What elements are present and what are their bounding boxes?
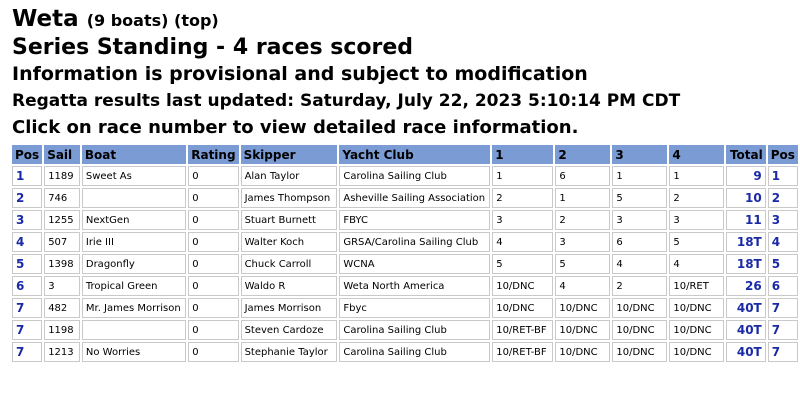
boat-cell bbox=[82, 188, 186, 208]
rating-cell: 0 bbox=[188, 210, 238, 230]
table-row bbox=[12, 298, 798, 318]
boat-cell: Mr. James Morrison bbox=[82, 298, 186, 318]
rating-cell: 0 bbox=[188, 320, 238, 340]
race-1-cell: 10/DNC bbox=[492, 276, 553, 296]
col-skipper: Skipper bbox=[241, 145, 338, 164]
total-cell: 18T bbox=[726, 254, 765, 274]
race-2-cell: 10/DNC bbox=[555, 298, 610, 318]
sail-cell: 507 bbox=[44, 232, 80, 252]
skipper-cell: James Thompson bbox=[241, 188, 338, 208]
table-row bbox=[12, 254, 798, 274]
pos-right-cell: 3 bbox=[768, 210, 798, 230]
sail-cell: 3 bbox=[44, 276, 80, 296]
race-4-cell: 10/DNC bbox=[669, 320, 724, 340]
race-3-cell: 4 bbox=[612, 254, 667, 274]
race-1-cell: 5 bbox=[492, 254, 553, 274]
col-race-3[interactable]: 3 bbox=[612, 145, 667, 164]
race-2-cell: 10/DNC bbox=[555, 320, 610, 340]
race-3-cell: 1 bbox=[612, 166, 667, 186]
boat-cell: Irie III bbox=[82, 232, 186, 252]
total-cell: 40T bbox=[726, 298, 765, 318]
total-cell: 11 bbox=[726, 210, 765, 230]
boat-cell: NextGen bbox=[82, 210, 186, 230]
skipper-cell: Alan Taylor bbox=[241, 166, 338, 186]
race-3-cell: 5 bbox=[612, 188, 667, 208]
race-3-cell: 3 bbox=[612, 210, 667, 230]
pos-cell: 5 bbox=[12, 254, 42, 274]
total-cell: 18T bbox=[726, 232, 765, 252]
race-2-cell: 1 bbox=[555, 188, 610, 208]
col-race-4[interactable]: 4 bbox=[669, 145, 724, 164]
pos-cell: 6 bbox=[12, 276, 42, 296]
sail-cell: 1213 bbox=[44, 342, 80, 362]
class-heading bbox=[12, 8, 800, 31]
skipper-cell: Steven Cardoze bbox=[241, 320, 338, 340]
race-4-cell: 2 bbox=[669, 188, 724, 208]
col-race-2[interactable]: 2 bbox=[555, 145, 610, 164]
table-row bbox=[12, 276, 798, 296]
skipper-cell: Stuart Burnett bbox=[241, 210, 338, 230]
col-pos: Pos bbox=[12, 145, 42, 164]
rating-cell: 0 bbox=[188, 298, 238, 318]
club-cell: Asheville Sailing Association bbox=[339, 188, 490, 208]
club-cell: Weta North America bbox=[339, 276, 490, 296]
pos-right-cell: 7 bbox=[768, 298, 798, 318]
table-row bbox=[12, 232, 798, 252]
skipper-cell: Chuck Carroll bbox=[241, 254, 338, 274]
race-4-cell: 10/DNC bbox=[669, 298, 724, 318]
club-cell: Carolina Sailing Club bbox=[339, 342, 490, 362]
boat-cell: Sweet As bbox=[82, 166, 186, 186]
race-2-cell: 4 bbox=[555, 276, 610, 296]
rating-cell: 0 bbox=[188, 232, 238, 252]
rating-cell: 0 bbox=[188, 254, 238, 274]
club-cell: WCNA bbox=[339, 254, 490, 274]
header-row bbox=[12, 145, 798, 164]
class-detail[interactable]: (9 boats) (top) bbox=[86, 11, 219, 30]
total-cell: 40T bbox=[726, 342, 765, 362]
total-cell: 9 bbox=[726, 166, 765, 186]
rating-cell: 0 bbox=[188, 342, 238, 362]
col-pos-right: Pos bbox=[768, 145, 798, 164]
race-3-cell: 6 bbox=[612, 232, 667, 252]
club-cell: FBYC bbox=[339, 210, 490, 230]
pos-right-cell: 4 bbox=[768, 232, 798, 252]
skipper-cell: Waldo R bbox=[241, 276, 338, 296]
race-2-cell: 10/DNC bbox=[555, 342, 610, 362]
sail-cell: 482 bbox=[44, 298, 80, 318]
rating-cell: 0 bbox=[188, 276, 238, 296]
pos-right-cell: 1 bbox=[768, 166, 798, 186]
race-2-cell: 2 bbox=[555, 210, 610, 230]
race-1-cell: 10/RET-BF bbox=[492, 342, 553, 362]
race-3-cell: 10/DNC bbox=[612, 298, 667, 318]
skipper-cell: Stephanie Taylor bbox=[241, 342, 338, 362]
total-cell: 40T bbox=[726, 320, 765, 340]
table-row bbox=[12, 166, 798, 186]
race-3-cell: 10/DNC bbox=[612, 320, 667, 340]
pos-right-cell: 6 bbox=[768, 276, 798, 296]
pos-right-cell: 7 bbox=[768, 342, 798, 362]
race-1-cell: 3 bbox=[492, 210, 553, 230]
boat-cell bbox=[82, 320, 186, 340]
pos-cell: 4 bbox=[12, 232, 42, 252]
boat-cell: No Worries bbox=[82, 342, 186, 362]
race-1-cell: 4 bbox=[492, 232, 553, 252]
race-4-cell: 10/DNC bbox=[669, 342, 724, 362]
last-updated: Regatta results last updated: Saturday, July 22, 2023 5:10:14 PM CDT bbox=[12, 91, 681, 111]
race-4-cell: 1 bbox=[669, 166, 724, 186]
pos-right-cell: 5 bbox=[768, 254, 798, 274]
race-3-cell: 2 bbox=[612, 276, 667, 296]
col-race-1[interactable]: 1 bbox=[492, 145, 553, 164]
sail-cell: 1198 bbox=[44, 320, 80, 340]
race-4-cell: 5 bbox=[669, 232, 724, 252]
table-row bbox=[12, 342, 798, 362]
pos-cell: 7 bbox=[12, 342, 42, 362]
race-1-cell: 10/RET-BF bbox=[492, 320, 553, 340]
pos-cell: 7 bbox=[12, 298, 42, 318]
col-sail: Sail bbox=[44, 145, 80, 164]
pos-right-cell: 7 bbox=[768, 320, 798, 340]
rating-cell: 0 bbox=[188, 166, 238, 186]
race-1-cell: 10/DNC bbox=[492, 298, 553, 318]
total-cell: 10 bbox=[726, 188, 765, 208]
race-2-cell: 6 bbox=[555, 166, 610, 186]
sail-cell: 746 bbox=[44, 188, 80, 208]
table-row bbox=[12, 320, 798, 340]
col-total: Total bbox=[726, 145, 765, 164]
club-cell: Carolina Sailing Club bbox=[339, 320, 490, 340]
table-row bbox=[12, 210, 798, 230]
pos-cell: 7 bbox=[12, 320, 42, 340]
club-cell: Carolina Sailing Club bbox=[339, 166, 490, 186]
club-cell: Fbyc bbox=[339, 298, 490, 318]
boat-cell: Dragonfly bbox=[82, 254, 186, 274]
col-rating: Rating bbox=[188, 145, 238, 164]
race-4-cell: 10/RET bbox=[669, 276, 724, 296]
race-4-cell: 3 bbox=[669, 210, 724, 230]
sail-cell: 1255 bbox=[44, 210, 80, 230]
sail-cell: 1189 bbox=[44, 166, 80, 186]
boat-cell: Tropical Green bbox=[82, 276, 186, 296]
provisional-note: Information is provisional and subject to modification bbox=[12, 63, 588, 85]
skipper-cell: Walter Koch bbox=[241, 232, 338, 252]
race-3-cell: 10/DNC bbox=[612, 342, 667, 362]
pos-cell: 3 bbox=[12, 210, 42, 230]
col-yacht-club: Yacht Club bbox=[339, 145, 490, 164]
race-2-cell: 3 bbox=[555, 232, 610, 252]
table-row bbox=[12, 188, 798, 208]
col-boat: Boat bbox=[82, 145, 186, 164]
rating-cell: 0 bbox=[188, 188, 238, 208]
standing-title: Series Standing - 4 races scored bbox=[12, 35, 413, 60]
pos-cell: 1 bbox=[12, 166, 42, 186]
race-1-cell: 1 bbox=[492, 166, 553, 186]
race-2-cell: 5 bbox=[555, 254, 610, 274]
club-cell: GRSA/Carolina Sailing Club bbox=[339, 232, 490, 252]
race-1-cell: 2 bbox=[492, 188, 553, 208]
class-name: Weta bbox=[12, 6, 79, 32]
pos-cell: 2 bbox=[12, 188, 42, 208]
results-table bbox=[10, 143, 800, 364]
skipper-cell: James Morrison bbox=[241, 298, 338, 318]
sail-cell: 1398 bbox=[44, 254, 80, 274]
total-cell: 26 bbox=[726, 276, 765, 296]
race-4-cell: 4 bbox=[669, 254, 724, 274]
pos-right-cell: 2 bbox=[768, 188, 798, 208]
instruction-text: Click on race number to view detailed race information. bbox=[12, 117, 579, 138]
